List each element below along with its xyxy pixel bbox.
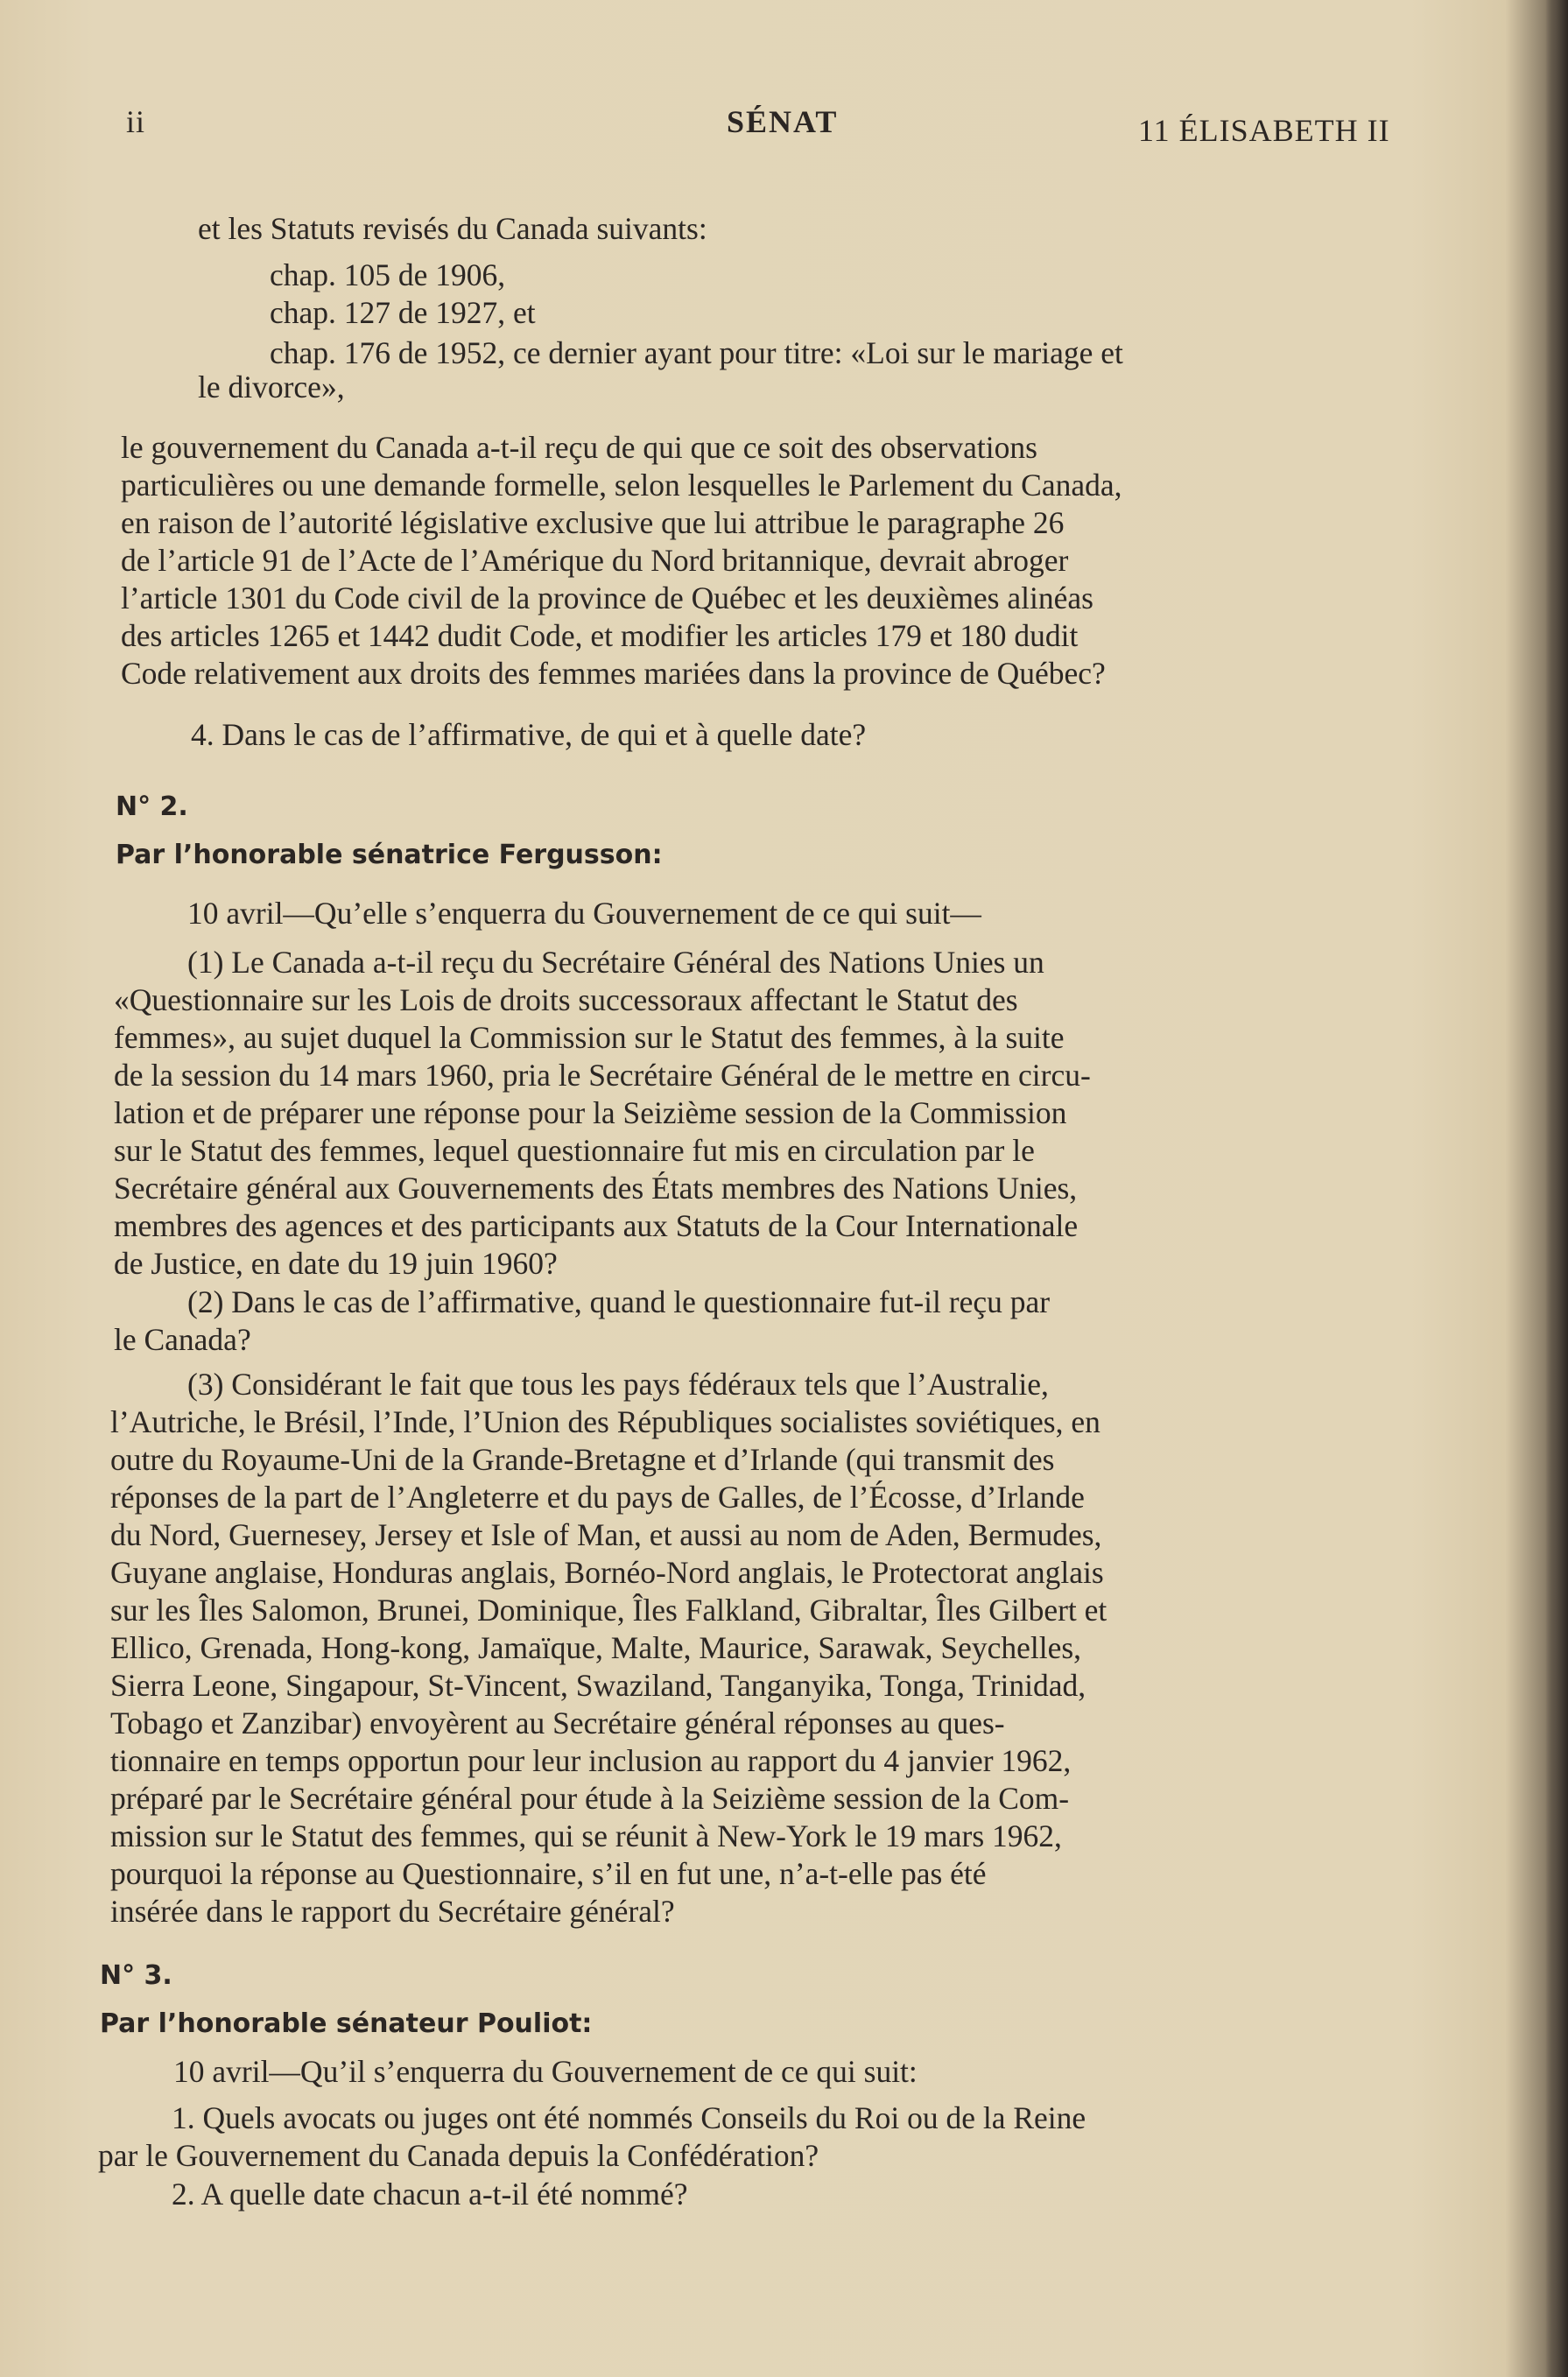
text-line: particulières ou une demande formelle, selon lesquelles le Parlement du Canada, [121,468,1122,503]
section-date-line: 10 avril—Qu’elle s’enquerra du Gouvernement de ce qui suit— [187,896,981,931]
section-number: N° 3. [100,1960,172,1991]
text-line: Code relativement aux droits des femmes mariées dans la province de Québec? [121,656,1106,691]
question-4: 4. Dans le cas de l’affirmative, de qui et à quelle date? [191,717,867,752]
question-1 [98,2099,1438,2175]
text-line: Tobago et Zanzibar) envoyèrent au Secrétaire général réponses au ques- [110,1705,1005,1741]
text-line: du Nord, Guernesey, Jersey et Isle of Man, et aussi au nom de Aden, Bermudes, [110,1517,1102,1552]
text-line: préparé par le Secrétaire général pour étude à la Seizième session de la Com- [110,1781,1070,1816]
text-line: sur le Statut des femmes, lequel questionnaire fut mis en circulation par le [114,1133,1035,1168]
statute-item: chap. 176 de 1952, ce dernier ayant pour titre: «Loi sur le mariage et [270,335,1123,370]
regnal-year: 11 ÉLISABETH II [1138,113,1390,148]
question-2: 2. A quelle date chacun a-t-il été nommé? [172,2177,688,2212]
page-number: ii [126,104,146,139]
text-line: sur les Îles Salomon, Brunei, Dominique, Îles Falkland, Gibraltar, Îles Gilbert et [110,1593,1107,1628]
text-line: 1. Quels avocats ou juges ont été nommés Conseils du Roi ou de la Reine [172,2100,1086,2135]
section-date-line: 10 avril—Qu’il s’enquerra du Gouvernement de ce qui suit: [173,2054,918,2089]
paragraph-2 [114,1283,1445,1359]
text-line: l’article 1301 du Code civil de la province de Québec et les deuxièmes alinéas [121,580,1093,615]
text-line: Sierra Leone, Singapour, St-Vincent, Swaziland, Tanganyika, Tonga, Trinidad, [110,1668,1086,1703]
text-line: mission sur le Statut des femmes, qui se réunit à New-York le 19 mars 1962, [110,1818,1062,1853]
text-line: de l’article 91 de l’Acte de l’Amérique du Nord britannique, devrait abroger [121,543,1069,578]
question-paragraph [121,429,1443,693]
text-line: «Questionnaire sur les Lois de droits successoraux affectant le Statut des [114,982,1018,1017]
running-header [0,103,1568,156]
section-author: Par l’honorable sénateur Pouliot: [100,2008,593,2039]
text-line: femmes», au sujet duquel la Commission sur le Statut des femmes, à la suite [114,1020,1065,1055]
paragraph-3 [110,1366,1445,1930]
text-line: le gouvernement du Canada a-t-il reçu de qui que ce soit des observations [121,430,1037,465]
text-line: de la session du 14 mars 1960, pria le Secrétaire Général de le mettre en circu- [114,1058,1091,1093]
text-line: tionnaire en temps opportun pour leur inclusion au rapport du 4 janvier 1962, [110,1743,1072,1778]
statute-item: le divorce», [198,369,345,404]
text-line: le Canada? [114,1322,251,1357]
text-line: des articles 1265 et 1442 dudit Code, et modifier les articles 179 et 180 dudit [121,618,1079,653]
statutes-intro: et les Statuts revisés du Canada suivants: [198,211,707,246]
page-title: SÉNAT [727,104,839,139]
text-line: (2) Dans le cas de l’affirmative, quand le questionnaire fut-il reçu par [187,1284,1051,1319]
paragraph-1 [114,944,1445,1283]
text-line: (3) Considérant le fait que tous les pays fédéraux tels que l’Australie, [187,1367,1049,1402]
statute-item: chap. 105 de 1906, [270,257,506,292]
text-line: insérée dans le rapport du Secrétaire général? [110,1894,675,1929]
text-line: Ellico, Grenada, Hong-kong, Jamaïque, Malte, Maurice, Sarawak, Seychelles, [110,1630,1082,1665]
text-line: Guyane anglaise, Honduras anglais, Bornéo-Nord anglais, le Protectorat anglais [110,1555,1104,1590]
page-edge-shadow [1545,0,1568,2377]
text-line: membres des agences et des participants aux Statuts de la Cour Internationale [114,1208,1079,1243]
section-author: Par l’honorable sénatrice Fergusson: [116,840,663,870]
text-line: (1) Le Canada a-t-il reçu du Secrétaire Général des Nations Unies un [187,945,1044,980]
text-line: lation et de préparer une réponse pour la Seizième session de la Commission [114,1095,1067,1130]
text-line: de Justice, en date du 19 juin 1960? [114,1246,558,1281]
text-line: l’Autriche, le Brésil, l’Inde, l’Union des Républiques socialistes soviétiques, en [110,1404,1100,1439]
text-line: en raison de l’autorité législative exclusive que lui attribue le paragraphe 26 [121,505,1065,540]
text-line: pourquoi la réponse au Questionnaire, s’il en fut une, n’a-t-elle pas été [110,1856,987,1891]
text-line: Secrétaire général aux Gouvernements des États membres des Nations Unies, [114,1171,1078,1206]
text-line: réponses de la part de l’Angleterre et du pays de Galles, de l’Écosse, d’Irlande [110,1480,1085,1515]
section-number: N° 2. [116,791,188,822]
text-line: par le Gouvernement du Canada depuis la Confédération? [98,2138,819,2173]
text-line: outre du Royaume-Uni de la Grande-Bretagne et d’Irlande (qui transmit des [110,1442,1055,1477]
statute-item: chap. 127 de 1927, et [270,295,536,330]
